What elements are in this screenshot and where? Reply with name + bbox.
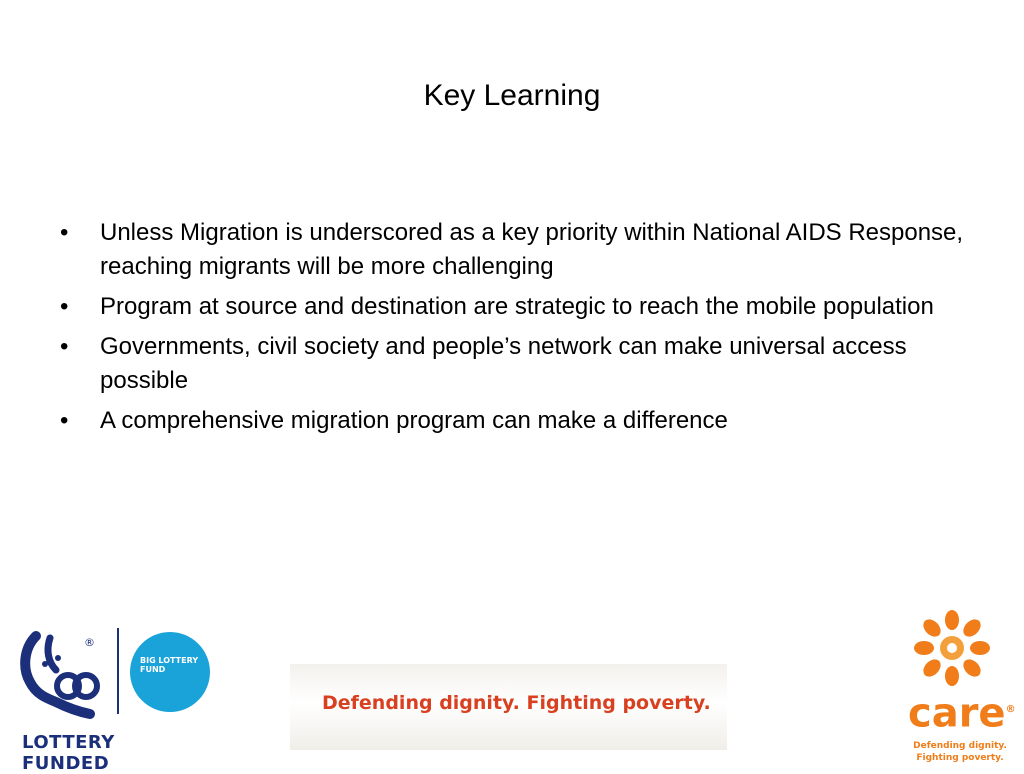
bullet-text: Program at source and destination are strategic to reach the mobile population (100, 293, 934, 320)
big-lottery-fund-text: BIG LOTTERY FUND (140, 656, 199, 674)
bullet-text: A comprehensive migration program can make a difference (100, 407, 728, 434)
lottery-funded-label: LOTTERY FUNDED (22, 732, 115, 774)
care-word: care (908, 690, 1006, 737)
care-tagline-line-1: Defending dignity. (913, 741, 1007, 751)
bullet-marker: • (60, 219, 69, 246)
care-tagline-line-2: Fighting poverty. (916, 753, 1004, 763)
tagline-banner (290, 664, 727, 750)
slide-title: Key Learning (423, 79, 601, 112)
logo-divider (117, 628, 119, 714)
bullet-marker: • (60, 293, 69, 320)
care-tagline (908, 740, 1012, 764)
lottery-crossed-fingers-icon (16, 628, 112, 724)
bullet-item (60, 404, 980, 438)
care-logo (900, 608, 1016, 768)
bullet-marker: • (60, 333, 69, 360)
bullet-text: Unless Migration is underscored as a key priority within National AIDS Response, reaching migrants will be more challenging (100, 219, 964, 280)
bullet-item (60, 216, 980, 284)
bullet-text: Governments, civil society and people’s network can make universal access possible (100, 333, 907, 394)
banner-text: Defending dignity. Fighting poverty. (322, 692, 711, 714)
bullet-item (60, 290, 980, 324)
care-wordmark (908, 688, 1016, 735)
bullet-list (60, 216, 980, 444)
care-hands-circle-icon (904, 608, 1008, 688)
bullet-item (60, 330, 980, 398)
registered-mark: ® (84, 636, 95, 649)
bullet-marker: • (60, 407, 69, 434)
care-registered-mark: ® (1005, 704, 1016, 715)
lottery-logo (16, 628, 206, 774)
